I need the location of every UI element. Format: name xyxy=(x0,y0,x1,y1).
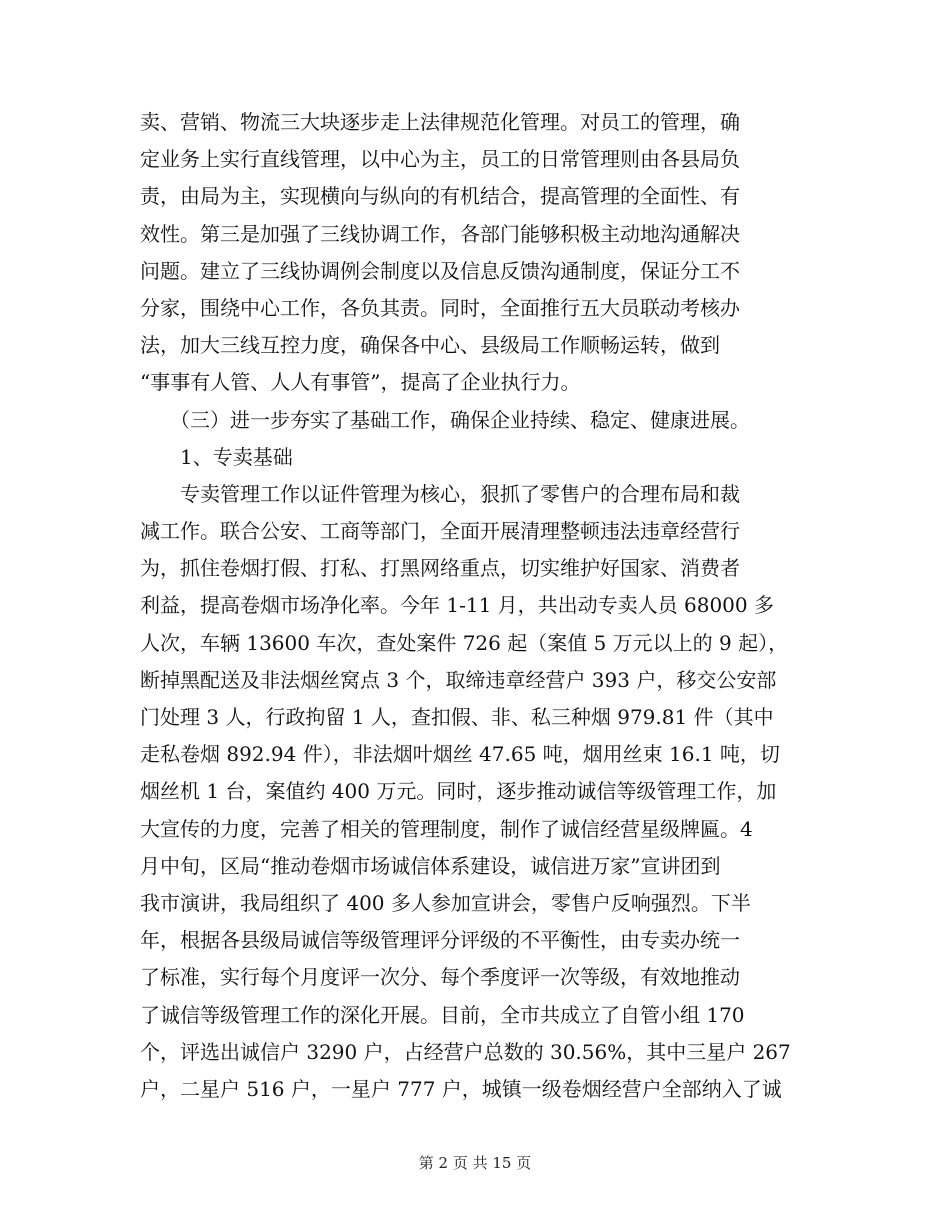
text-line: 月中旬，区局“推动卷烟市场诚信体系建设，诚信进万家”宣讲团到 xyxy=(140,853,721,878)
text-line: 人次，车辆 13600 车次，查处案件 726 起（案值 5 万元以上的 9 起）， xyxy=(140,630,789,655)
text-line: 个，评选出诚信户 3290 户，占经营户总数的 30.56%，其中三星户 267 xyxy=(140,1039,791,1064)
text-line: 我市演讲，我局组织了 400 多人参加宣讲会，零售户反响强烈。下半 xyxy=(140,890,751,915)
text-line: 了诚信等级管理工作的深化开展。目前，全市共成立了自管小组 170 xyxy=(140,1002,745,1027)
text-line: 利益，提高卷烟市场净化率。今年 1-11 月，共出动专卖人员 68000 多 xyxy=(140,593,774,618)
text-line: 断掉黑配送及非法烟丝窝点 3 个，取缔违章经营户 393 户，移交公安部 xyxy=(140,667,777,692)
text-line: 走私卷烟 892.94 件），非法烟叶烟丝 47.65 吨，烟用丝束 16.1 吨，切 xyxy=(140,742,780,767)
text-line: 减工作。联合公安、工商等部门，全面开展清理整顿违法违章经营行 xyxy=(140,519,740,544)
text-line: 了标准，实行每个月度评一次分、每个季度评一次等级，有效地推动 xyxy=(140,965,740,990)
text-line: 年，根据各县级局诚信等级管理评分评级的不平衡性，由专卖办统一 xyxy=(140,928,740,953)
text-line: 烟丝机 1 台，案值约 400 万元。同时，逐步推动诚信等级管理工作，加 xyxy=(140,779,777,804)
text-line: “事事有人管、人人有事管”，提高了企业执行力。 xyxy=(140,370,581,395)
text-line: 专卖管理工作以证件管理为核心，狠抓了零售户的合理布局和裁 xyxy=(140,481,740,506)
text-line: 大宣传的力度，完善了相关的管理制度，制作了诚信经营星级牌匾。4 xyxy=(140,816,753,841)
text-line: 效性。第三是加强了三线协调工作，各部门能够积极主动地沟通解决 xyxy=(140,221,740,246)
document-body xyxy=(140,104,812,1108)
text-line: 卖、营销、物流三大块逐步走上法律规范化管理。对员工的管理，确 xyxy=(140,110,740,134)
text-line: 门处理 3 人，行政拘留 1 人，查扣假、非、私三种烟 979.81 件（其中 xyxy=(140,705,774,729)
section-heading: （三）进一步夯实了基础工作，确保企业持续、稳定、健康进展。 xyxy=(140,407,750,432)
text-line: 责，由局为主，实现横向与纵向的有机结合，提高管理的全面性、有 xyxy=(140,184,740,209)
text-line: 分家，围绕中心工作，各负其责。同时，全面推行五大员联动考核办 xyxy=(140,295,740,320)
page-footer xyxy=(0,1153,950,1173)
subsection-heading: 1、专卖基础 xyxy=(140,444,293,469)
text-line: 法，加大三线互控力度，确保各中心、县级局工作顺畅运转，做到 xyxy=(140,333,720,358)
text-line: 问题。建立了三线协调例会制度以及信息反馈沟通制度，保证分工不 xyxy=(140,258,740,283)
text-line: 户，二星户 516 户，一星户 777 户，城镇一级卷烟经营户全部纳入了诚 xyxy=(140,1076,782,1101)
text-line: 为，抓住卷烟打假、打私、打黑网络重点，切实维护好国家、消费者 xyxy=(140,556,740,581)
text-line: 定业务上实行直线管理，以中心为主，员工的日常管理则由各县局负 xyxy=(140,147,740,172)
page-number-label: 第 2 页 共 15 页 xyxy=(418,1154,532,1172)
